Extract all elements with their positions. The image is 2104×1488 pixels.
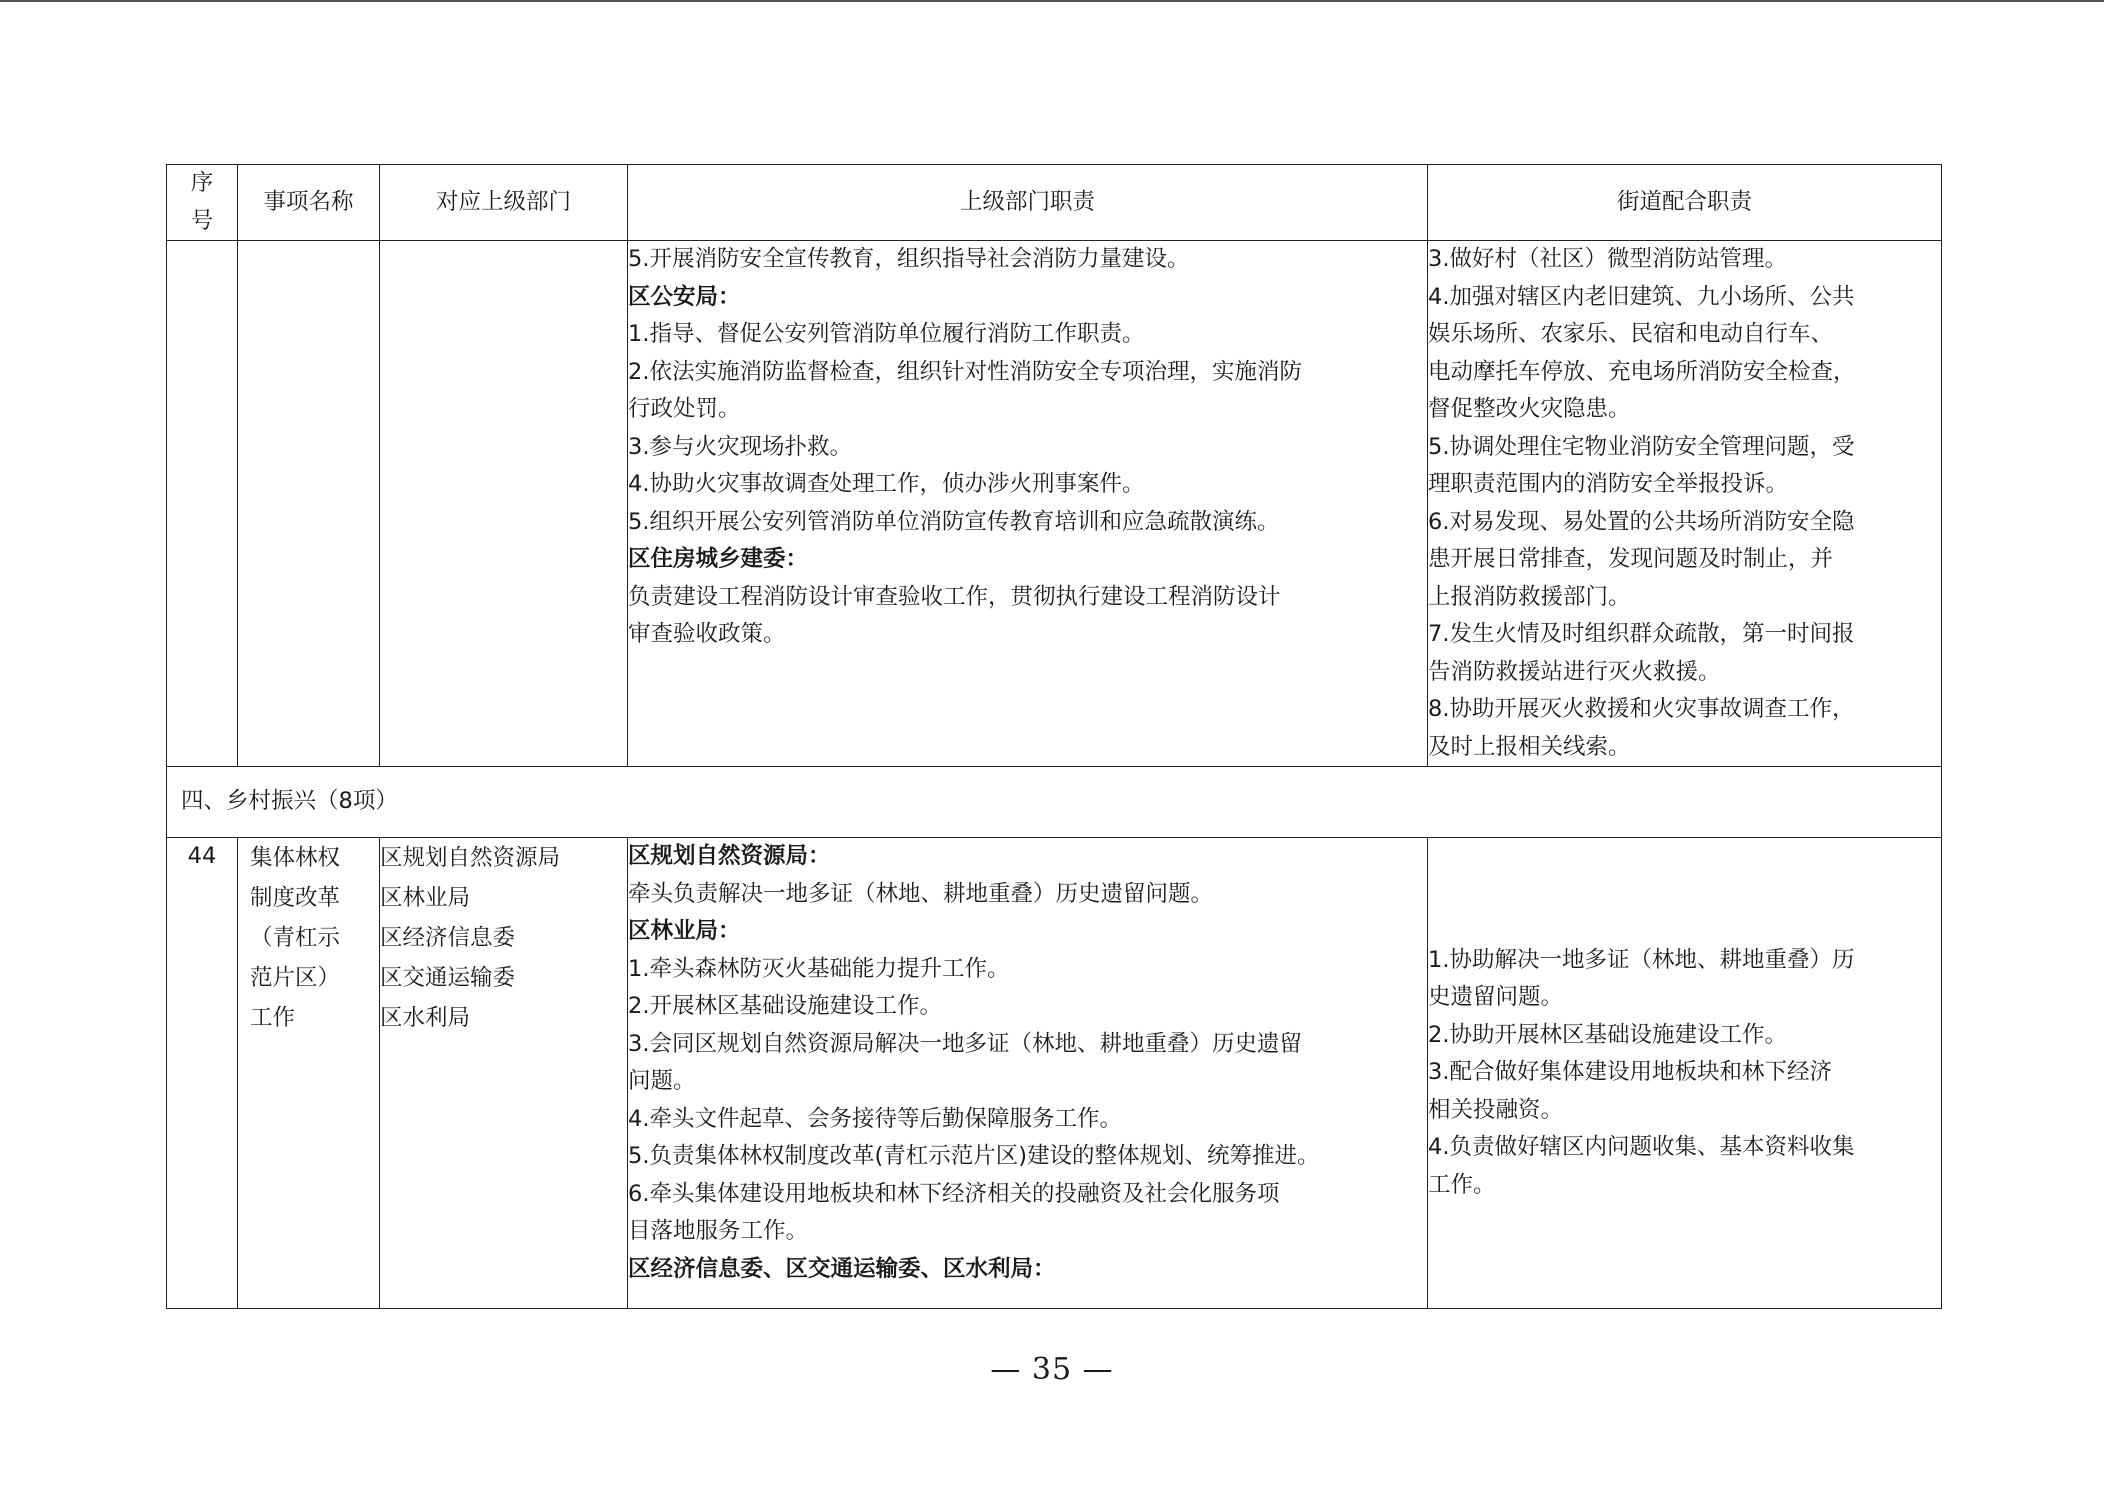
cell-upper-duties: [628, 838, 1428, 1309]
text-line: 1.牵头森林防灭火基础能力提升工作。: [628, 955, 1010, 982]
table-row-continued: [167, 241, 1942, 767]
cell-no-empty: [167, 241, 238, 767]
text-line: 8.协助开展灭火救援和火灾事故调查工作，: [1428, 696, 1855, 722]
text-line: 6.对易发现、易处置的公共场所消防安全隐: [1428, 508, 1855, 535]
text-line: （青杠示: [250, 925, 341, 951]
text-line: 区水利局: [380, 1005, 471, 1031]
text-line: 6.牵头集体建设用地板块和林下经济相关的投融资及社会化服务项: [628, 1180, 1280, 1207]
text-line: 3.参与火灾现场扑救。: [628, 433, 852, 460]
text-line: 区公安局：: [628, 283, 741, 310]
text-line: 史遗留问题。: [1428, 984, 1564, 1011]
text-line: 集体林权: [250, 845, 341, 871]
text-line: 区规划自然资源局：: [628, 843, 831, 869]
cell-street-duties: [1428, 241, 1942, 767]
text-line: 3.做好村（社区）微型消防站管理。: [1428, 246, 1787, 272]
cell-no: 44: [167, 838, 238, 1309]
text-line: 1.协助解决一地多证（林地、耕地重叠）历: [1428, 946, 1855, 973]
text-line: 区经济信息委: [380, 925, 516, 951]
header-dept: 对应上级部门: [380, 165, 628, 241]
text-line: 1.指导、督促公安列管消防单位履行消防工作职责。: [628, 321, 1145, 347]
text-line: 牵头负责解决一地多证（林地、耕地重叠）历史遗留问题。: [628, 880, 1214, 907]
cell-dept-empty: [380, 241, 628, 767]
text-line: 审查验收政策。: [628, 621, 786, 647]
text-line: 区林业局: [380, 885, 471, 911]
text-line: 5.负责集体林权制度改革(青杠示范片区)建设的整体规划、统筹推进。: [628, 1143, 1320, 1169]
header-item-name: 事项名称: [238, 165, 380, 241]
text-line: 2.协助开展林区基础设施建设工作。: [1428, 1021, 1787, 1048]
text-line: 3.会同区规划自然资源局解决一地多证（林地、耕地重叠）历史遗留: [628, 1030, 1302, 1057]
text-line: 4.负责做好辖区内问题收集、基本资料收集: [1428, 1134, 1855, 1161]
text-line: 区住房城乡建委：: [628, 546, 809, 572]
text-line: 及时上报相关线索。: [1428, 733, 1631, 760]
text-line: 2.开展林区基础设施建设工作。: [628, 993, 942, 1019]
text-line: 3.配合做好集体建设用地板块和林下经济: [1428, 1059, 1832, 1086]
text-line: 4.加强对辖区内老旧建筑、九小场所、公共: [1428, 283, 1855, 310]
text-line: 制度改革: [250, 885, 341, 911]
duty-table: [166, 164, 1942, 1309]
text-line: 5.开展消防安全宣传教育，组织指导社会消防力量建设。: [628, 246, 1190, 272]
text-line: 2.依法实施消防监督检查，组织针对性消防安全专项治理，实施消防: [628, 358, 1302, 385]
text-line: 5.协调处理住宅物业消防安全管理问题，受: [1428, 433, 1855, 460]
text-line: 区规划自然资源局: [380, 845, 561, 871]
text-line: 娱乐场所、农家乐、民宿和电动自行车、: [1428, 321, 1834, 347]
text-line: 问题。: [628, 1068, 696, 1094]
table-row-44: [167, 838, 1942, 1309]
text-line: 相关投融资。: [1428, 1096, 1564, 1123]
text-line: 4.牵头文件起草、会务接待等后勤保障服务工作。: [628, 1105, 1122, 1132]
cell-name-empty: [238, 241, 380, 767]
table-header-row: [167, 165, 1942, 241]
section-title: 四、乡村振兴（8项）: [167, 767, 1942, 838]
page-number: — 35 —: [990, 1352, 1114, 1387]
header-no: [167, 165, 238, 241]
cell-street-duties: [1428, 838, 1942, 1309]
text-line: 工作: [250, 1005, 296, 1031]
text-line: 范片区）: [250, 965, 341, 991]
text-line: 电动摩托车停放、充电场所消防安全检查，: [1428, 358, 1856, 385]
text-line: 上报消防救援部门。: [1428, 583, 1631, 610]
text-line: 目落地服务工作。: [628, 1218, 809, 1244]
text-line: 负责建设工程消防设计审查验收工作，贯彻执行建设工程消防设计: [628, 583, 1281, 610]
text-line: 患开展日常排查，发现问题及时制止，并: [1428, 546, 1834, 572]
top-border-line: [0, 0, 2104, 2]
text-line: 区交通运输委: [380, 965, 516, 991]
header-upper-duties: 上级部门职责: [628, 165, 1428, 241]
cell-dept: [380, 838, 628, 1309]
text-line: 理职责范围内的消防安全举报投诉。: [1428, 471, 1789, 497]
text-line: 工作。: [1428, 1171, 1496, 1198]
text-line: 4.协助火灾事故调查处理工作，侦办涉火刑事案件。: [628, 471, 1145, 497]
cell-item-name: [238, 838, 380, 1309]
text-line: 督促整改火灾隐患。: [1428, 396, 1631, 422]
header-no-char-2: 号: [190, 207, 214, 234]
text-line: 区林业局：: [628, 918, 741, 944]
header-street-duties: 街道配合职责: [1428, 165, 1942, 241]
text-line: 7.发生火情及时组织群众疏散，第一时间报: [1428, 621, 1855, 647]
text-line: 告消防救援站进行灭火救援。: [1428, 658, 1721, 685]
header-no-char-1: 序: [190, 170, 214, 196]
section-row: [167, 767, 1942, 838]
cell-upper-duties: [628, 241, 1428, 767]
text-line: 行政处罚。: [628, 396, 741, 422]
text-line: 5.组织开展公安列管消防单位消防宣传教育培训和应急疏散演练。: [628, 508, 1280, 535]
text-line: 区经济信息委、区交通运输委、区水利局：: [628, 1255, 1056, 1282]
